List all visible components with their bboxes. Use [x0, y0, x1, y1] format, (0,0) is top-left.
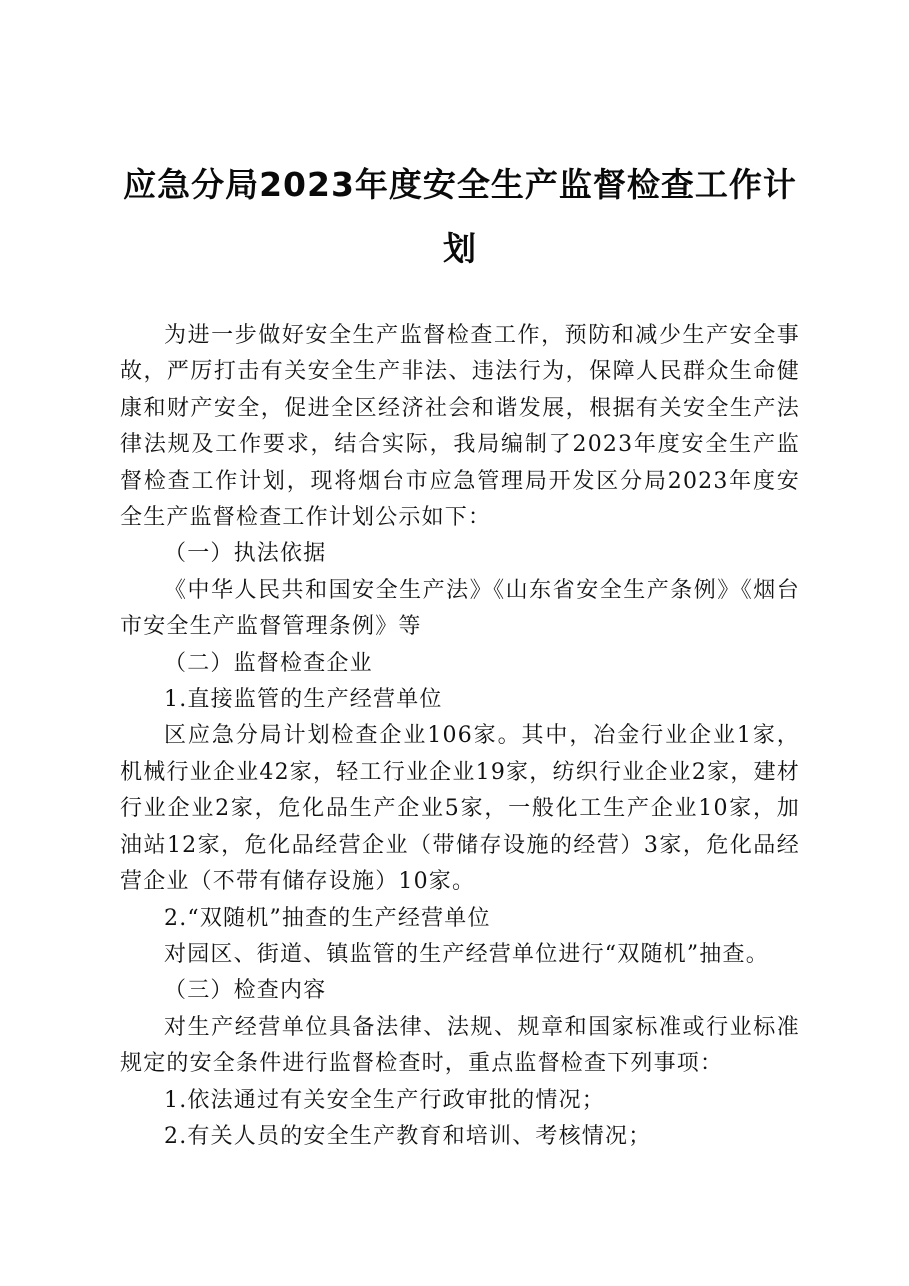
section-heading-legal-basis: （一）执法依据: [164, 541, 327, 567]
section-heading-inspection-content: （三）检查内容: [164, 978, 327, 1004]
document-title-line-2: 划: [443, 229, 477, 268]
document-title-line-1: 应急分局2023年度安全生产监督检查工作计: [123, 165, 797, 204]
legal-basis-paragraph: 《中华人民共和国安全生产法》《山东省安全生产条例》《烟台市安全生产监督管理条例》等: [120, 577, 800, 640]
inspection-content-paragraph: 对生产经营单位具备法律、法规、规章和国家标准或行业标准规定的安全条件进行监督检查时，重点监督检查下列事项：: [120, 1014, 800, 1077]
document-body: [120, 318, 800, 1155]
direct-supervision-paragraph: 区应急分局计划检查企业106家。其中，冶金行业企业1家，机械行业企业42家，轻工行业企业19家，纺织行业企业2家，建材行业企业2家，危化品生产企业5家，一般化工生产企业10家，加油站12家，危化品经营企业（带储存设施的经营）3家，危化品经营企业（不带有储存设施）10家。: [120, 723, 800, 895]
intro-paragraph: 为进一步做好安全生产监督检查工作，预防和减少生产安全事故，严厉打击有关安全生产非法、违法行为，保障人民群众生命健康和财产安全，促进全区经济社会和谐发展，根据有关安全生产法律法规及工作要求，结合实际，我局编制了2023年度安全生产监督检查工作计划，现将烟台市应急管理局开发区分局2023年度安全生产监督检查工作计划公示如下：: [120, 323, 800, 531]
inspection-item-2: 2.有关人员的安全生产教育和培训、考核情况；: [164, 1123, 652, 1149]
subheading-direct-supervision: 1.直接监管的生产经营单位: [164, 687, 443, 713]
subheading-random-inspection: 2.“双随机”抽查的生产经营单位: [164, 905, 491, 931]
section-heading-inspected-enterprises: （二）监督检查企业: [164, 650, 373, 676]
inspection-item-1: 1.依法通过有关安全生产行政审批的情况；: [164, 1087, 605, 1113]
random-inspection-paragraph: 对园区、街道、镇监管的生产经营单位进行“双随机”抽查。: [164, 941, 769, 967]
